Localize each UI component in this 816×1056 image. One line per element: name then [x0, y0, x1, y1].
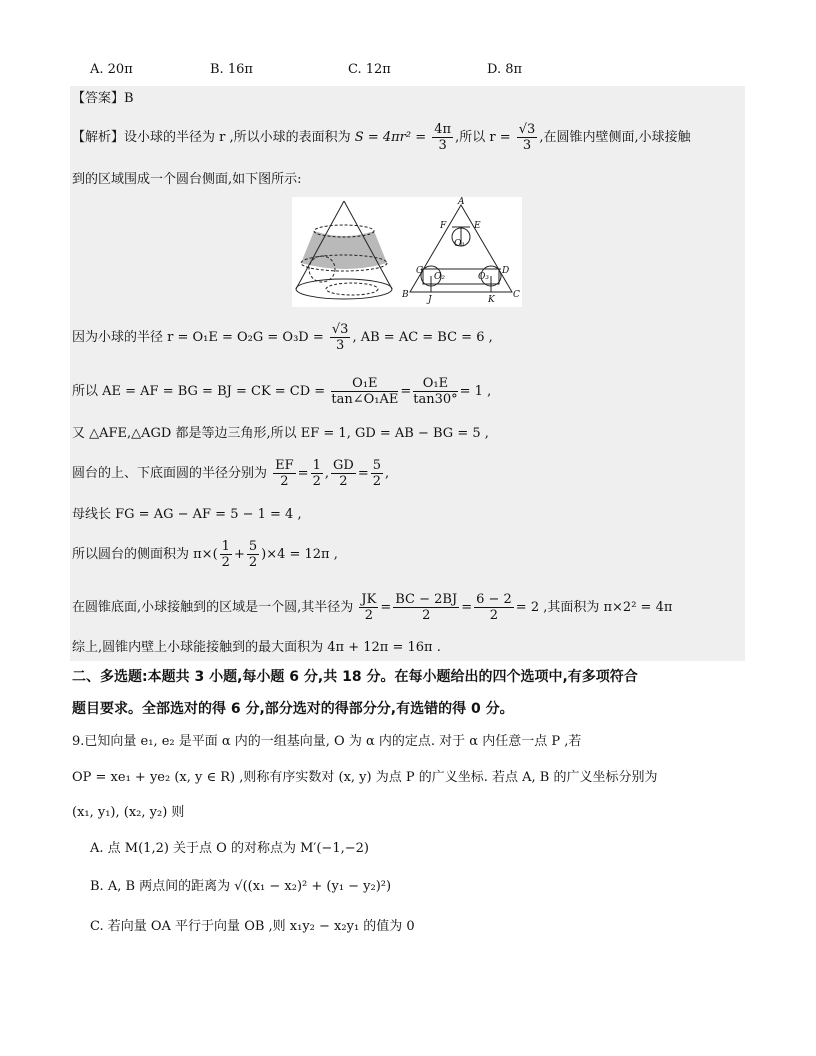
section-heading-line-2: 题目要求。全部选对的得 6 分,部分选对的得部分分,有选错的得 0 分。: [72, 701, 514, 717]
q9-line-2: OP = xe₁ + ye₂ (x, y ∈ R) ,则称有序实数对 (x, y) 为点 P 的广义坐标. 若点 A, B 的广义坐标分别为: [72, 770, 658, 785]
equilateral-line: 又 △AFE,△AGD 都是等边三角形,所以 EF = 1, GD = AB − BG = 5 ,: [72, 426, 489, 441]
label-b: B: [402, 290, 409, 300]
option-d: D. 8π: [487, 62, 523, 77]
label-k: K: [488, 295, 495, 305]
bottom-circle-line: 在圆锥底面,小球接触到的区域是一个圆,其半径为 $\frac{JK}{2}$ = $\frac{BC - 2BJ}{2}$ = $\frac{6 - 2}{2}$ = 2 ,其面积为 π×2² = 4π: [72, 592, 673, 623]
cone-diagram: [292, 197, 522, 307]
answer-value: B: [124, 91, 134, 106]
option-c: C. 12π: [348, 62, 391, 77]
label-g: G: [416, 266, 424, 276]
q9-line-3: (x₁, y₁), (x₂, y₂) 则: [72, 805, 185, 820]
analysis-text-1c: ,所以 r =: [455, 130, 511, 145]
analysis-formula-1b: S = 4πr² =: [354, 130, 427, 145]
label-o2: O₂: [434, 272, 445, 282]
q9-line-1: 9.已知向量 e₁, e₂ 是平面 α 内的一组基向量, O 为 α 内的定点. 对于 α 内任意一点 P ,若: [72, 734, 582, 749]
base-frac-1: $\frac{EF}{2}$: [275, 458, 294, 489]
radius-line: [72, 322, 493, 353]
radius-text-b: , AB = AC = BC = 6 ,: [352, 330, 493, 345]
answer-line: [72, 90, 134, 108]
lateral-frac-2: $\frac{5}{2}$: [248, 539, 258, 570]
answer-tag: 【答案】: [72, 91, 125, 106]
label-e: E: [474, 221, 481, 231]
radius-frac: $\frac{√3}{3}$: [331, 322, 349, 353]
option-b: B. 16π: [210, 62, 253, 77]
q9-option-a: A. 点 M(1,2) 关于点 O 的对称点为 M′(−1,−2): [90, 841, 369, 856]
analysis-line-1: [72, 122, 691, 153]
analysis-text-1a: 设小球的半径为 r ,所以小球的表面积为: [124, 130, 351, 145]
lateral-text-b: )×4 = 12π ,: [261, 547, 338, 562]
radius-text-a: 因为小球的半径 r = O₁E = O₂G = O₃D =: [72, 330, 324, 345]
analysis-tag: 【解析】: [72, 130, 125, 145]
label-o3: O₃: [478, 272, 489, 282]
bottom-frac-1: $\frac{JK}{2}$: [361, 592, 377, 623]
base-frac-2: $\frac{1}{2}$: [312, 458, 321, 489]
analysis-frac-1: $\frac{4\pi}{3}$: [434, 122, 452, 153]
generatrix-line: 母线长 FG = AG − AF = 5 − 1 = 4 ,: [72, 507, 302, 522]
length-line: [72, 376, 491, 407]
label-f: F: [440, 221, 447, 231]
analysis-text-1e: ,在圆锥内壁侧面,小球接触: [539, 130, 691, 145]
label-d: D: [502, 266, 510, 276]
length-eq: =: [400, 384, 412, 399]
base-radius-line: 圆台的上、下底面圆的半径分别为 $\frac{EF}{2}$ = $\frac{1}{2}$ , $\frac{GD}{2}$ = $\frac{5}{2}$ ,: [72, 458, 390, 489]
bottom-frac-2: $\frac{BC - 2BJ}{2}$: [395, 592, 458, 623]
q9-option-c: C. 若向量 OA 平行于向量 OB ,则 x₁y₂ − x₂y₁ 的值为 0: [90, 919, 415, 934]
label-a: A: [458, 197, 465, 207]
label-c: C: [513, 290, 520, 300]
lateral-frac-1: $\frac{1}{2}$: [221, 539, 230, 570]
conclusion-line: 综上,圆锥内壁上小球能接触到的最大面积为 4π + 12π = 16π .: [72, 640, 441, 655]
length-text-a: 所以 AE = AF = BG = BJ = CK = CD =: [72, 384, 326, 399]
lateral-text-a: 所以圆台的侧面积为 π×(: [72, 547, 218, 562]
bottom-text-b: = 2 ,其面积为 π×2² = 4π: [515, 600, 673, 615]
base-radius-text: 圆台的上、下底面圆的半径分别为: [72, 466, 268, 481]
option-a: A. 20π: [90, 62, 133, 77]
section-heading-line-1: 二、多选题:本题共 3 小题,每小题 6 分,共 18 分。在每小题给出的四个选项中,有多项符合: [72, 669, 638, 685]
label-o1: O₁: [454, 239, 465, 249]
cone-figure: [292, 197, 522, 307]
analysis-frac-2: $\frac{√3}{3}$: [518, 122, 536, 153]
bottom-text-a: 在圆锥底面,小球接触到的区域是一个圆,其半径为: [72, 600, 354, 615]
label-j: J: [428, 295, 432, 305]
analysis-line-2: 到的区域围成一个圆台侧面,如下图所示:: [72, 172, 302, 187]
lateral-area-line: 所以圆台的侧面积为 π×( $\frac{1}{2}$ + $\frac{5}{2}$ )×4 = 12π ,: [72, 539, 338, 570]
base-frac-4: $\frac{5}{2}$: [372, 458, 381, 489]
length-frac-2: $\frac{\text{O₁E}}{\tan 30^\circ}$: [413, 376, 458, 407]
base-frac-3: $\frac{GD}{2}$: [333, 458, 354, 489]
length-frac-1: $\frac{\text{O₁E}}{\text{tan∠O₁AE}}$: [331, 376, 399, 407]
length-text-b: = 1 ,: [459, 384, 492, 399]
q9-option-b: B. A, B 两点间的距离为 √((x₁ − x₂)² + (y₁ − y₂)²): [90, 879, 392, 894]
bottom-frac-3: $\frac{6 - 2}{2}$: [476, 592, 512, 623]
